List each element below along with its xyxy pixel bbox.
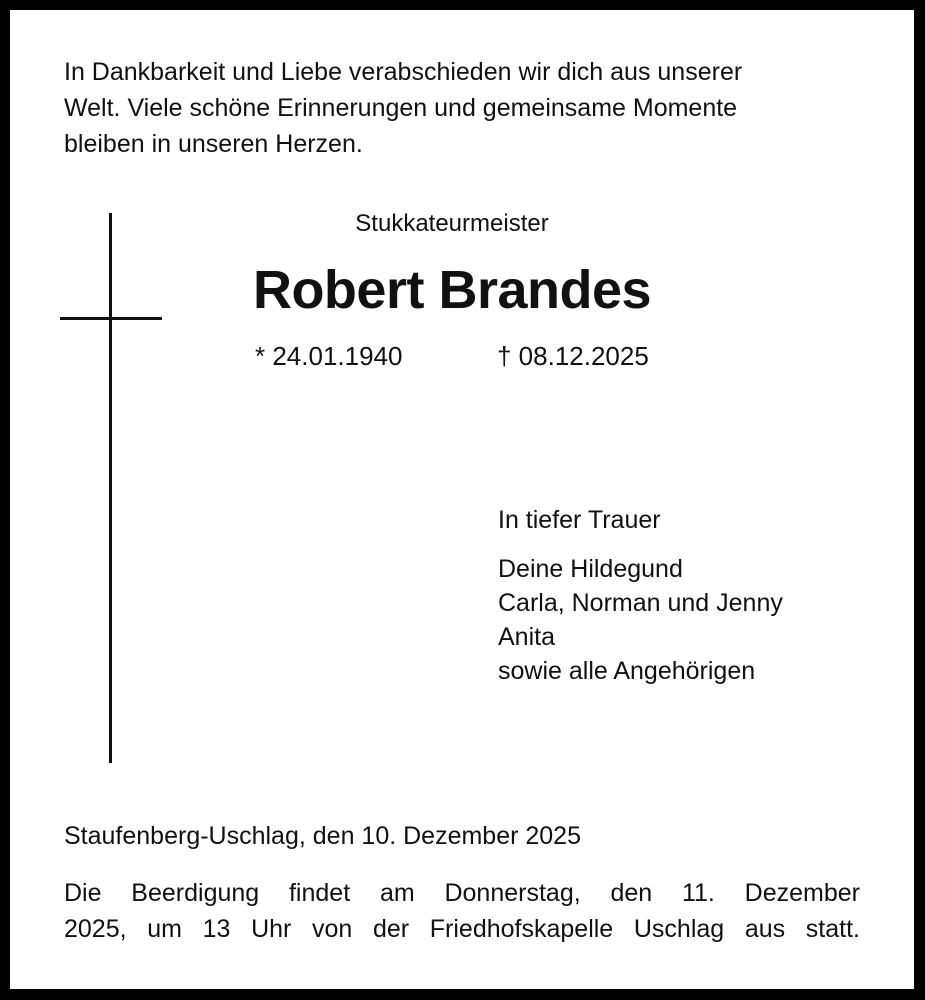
notice-frame <box>10 10 914 989</box>
intro-text <box>64 54 860 162</box>
funeral-line: 2025, um 13 Uhr von der Friedhofskapelle Uschlag aus statt. <box>64 915 860 943</box>
intro-line: In Dankbarkeit und Liebe verabschieden wir dich aus unserer <box>64 58 743 86</box>
funeral-info <box>64 875 860 947</box>
death-date: † 08.12.2025 <box>497 341 649 371</box>
signatory: sowie alle Angehörigen <box>498 657 756 685</box>
intro-line: Welt. Viele schöne Erinnerungen und gemeinsame Momente <box>64 94 738 122</box>
signatories <box>498 552 783 688</box>
mourning-phrase: In tiefer Trauer <box>498 506 661 534</box>
birth-date: * 24.01.1940 <box>255 341 403 371</box>
place-date: Staufenberg-Uschlag, den 10. Dezember 2025 <box>64 822 581 850</box>
signatory: Carla, Norman und Jenny <box>498 589 783 617</box>
deceased-name: Robert Brandes <box>252 260 652 320</box>
profession: Stukkateurmeister <box>355 210 549 237</box>
funeral-line: Die Beerdigung findet am Donnerstag, den 11. Dezember <box>64 879 860 907</box>
intro-line: bleiben in unseren Herzen. <box>64 130 363 158</box>
signatory: Anita <box>498 623 555 651</box>
signatory: Deine Hildegund <box>498 555 683 583</box>
